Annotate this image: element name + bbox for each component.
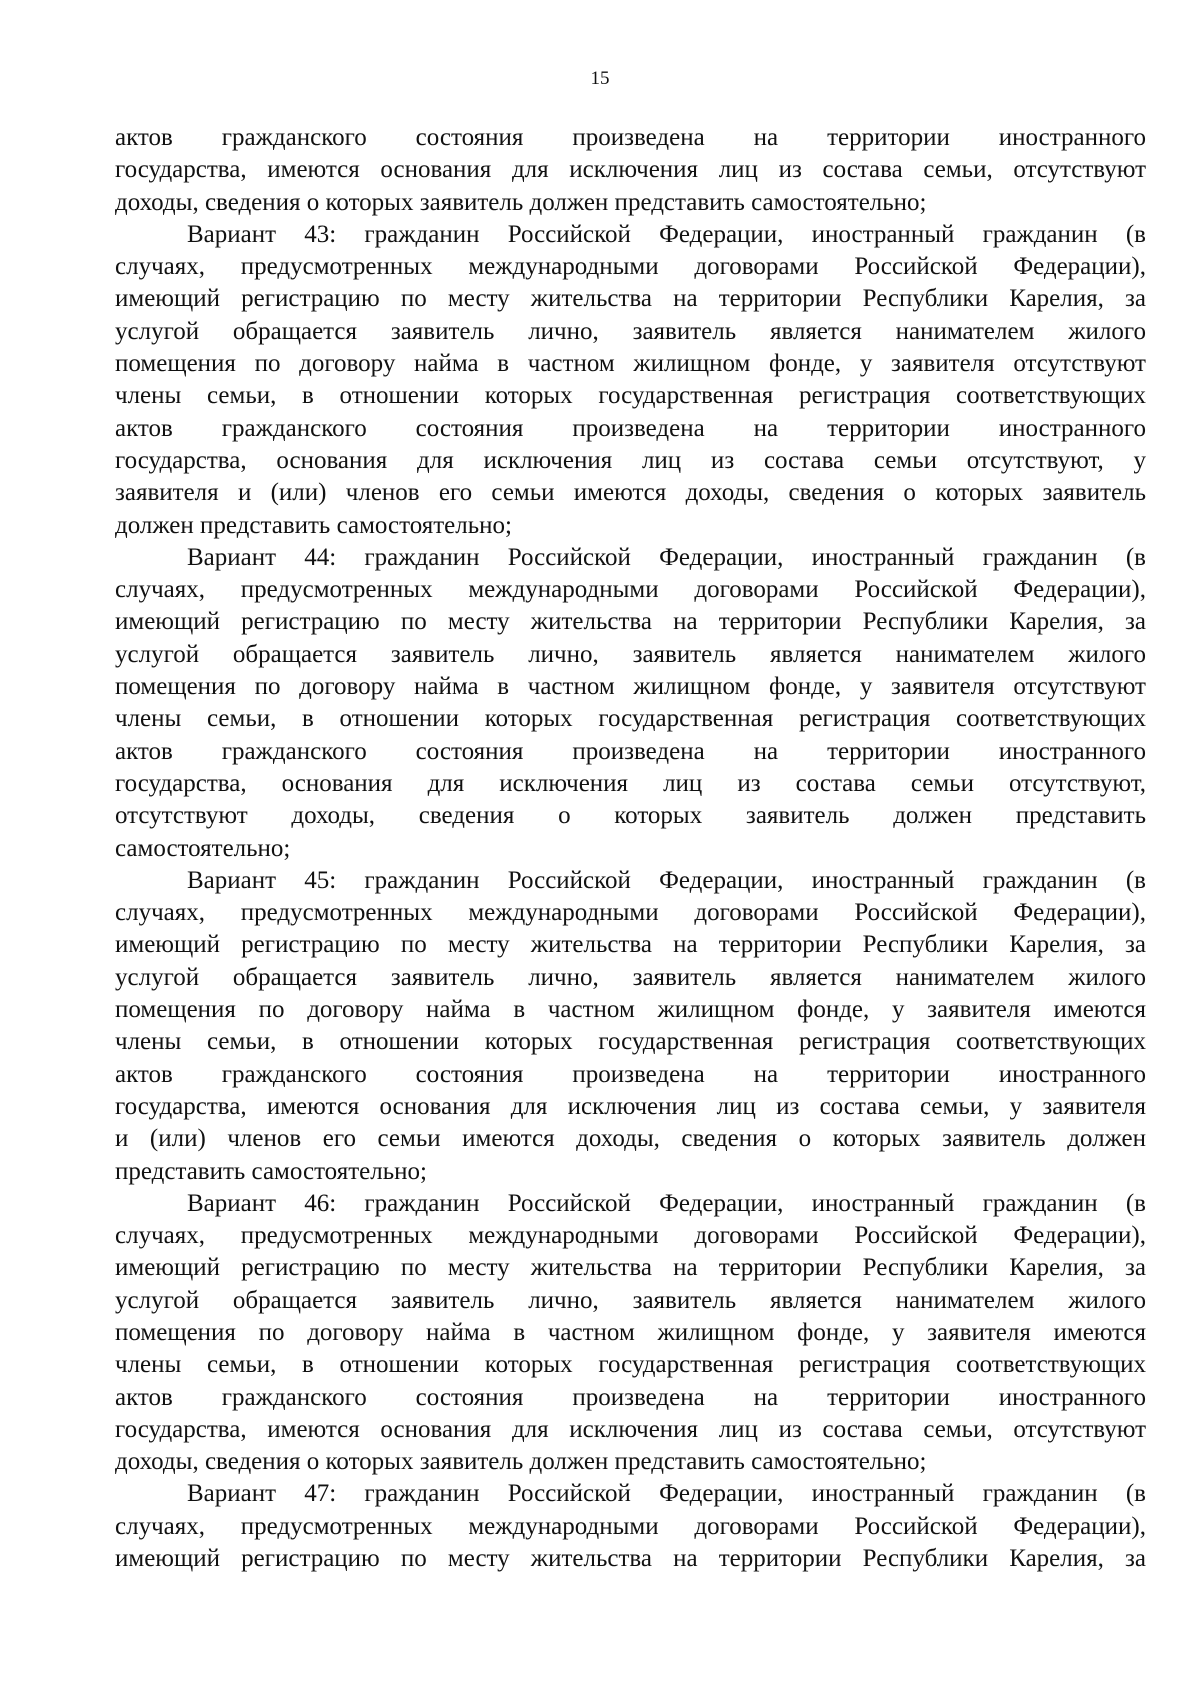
text-line: помещения по договору найма в частном жилищном фонде, у заявителя имеются — [115, 996, 1146, 1024]
text-line: и (или) членов его семьи имеются доходы, сведения о которых заявитель должен — [115, 1125, 1146, 1153]
text-line: доходы, сведения о которых заявитель должен представить самостоятельно; — [115, 188, 927, 216]
text-line: имеющий регистрацию по месту жительства на территории Республики Карелия, за — [115, 1254, 1146, 1282]
paragraph-first-line: Вариант 45: гражданин Российской Федерации, иностранный гражданин (в — [187, 866, 1146, 894]
text-line: помещения по договору найма в частном жилищном фонде, у заявителя отсутствуют — [115, 673, 1146, 701]
text-line: государства, имеются основания для исключения лиц из состава семьи, у заявителя — [115, 1092, 1146, 1120]
text-line: государства, имеются основания для исключения лиц из состава семьи, отсутствуют — [115, 1415, 1146, 1443]
paragraph-first-line: Вариант 46: гражданин Российской Федерации, иностранный гражданин (в — [187, 1189, 1146, 1217]
page-number: 15 — [590, 68, 610, 89]
text-line: члены семьи, в отношении которых государственная регистрация соответствующих — [115, 382, 1146, 410]
text-line: актов гражданского состояния произведена на территории иностранного — [115, 1383, 1146, 1411]
text-line: государства, основания для исключения лиц из состава семьи отсутствуют, — [115, 769, 1146, 797]
text-line: случаях, предусмотренных международными договорами Российской Федерации), — [115, 1222, 1146, 1250]
text-line: заявителя и (или) членов его семьи имеются доходы, сведения о которых заявитель — [115, 479, 1146, 507]
text-line: отсутствуют доходы, сведения о которых заявитель должен представить — [115, 802, 1146, 830]
text-line: случаях, предусмотренных международными договорами Российской Федерации), — [115, 1512, 1146, 1540]
text-line: имеющий регистрацию по месту жительства на территории Республики Карелия, за — [115, 1545, 1146, 1573]
text-line: помещения по договору найма в частном жилищном фонде, у заявителя имеются — [115, 1318, 1146, 1346]
document-body — [115, 122, 1146, 1575]
text-line: случаях, предусмотренных международными договорами Российской Федерации), — [115, 576, 1146, 604]
text-line: доходы, сведения о которых заявитель должен представить самостоятельно; — [115, 1448, 927, 1476]
text-line: случаях, предусмотренных международными договорами Российской Федерации), — [115, 253, 1146, 281]
text-line: государства, имеются основания для исключения лиц из состава семьи, отсутствуют — [115, 156, 1146, 184]
text-line: актов гражданского состояния произведена на территории иностранного — [115, 1060, 1146, 1088]
text-line: государства, основания для исключения лиц из состава семьи отсутствуют, у — [115, 446, 1146, 474]
text-line: имеющий регистрацию по месту жительства на территории Республики Карелия, за — [115, 608, 1146, 636]
text-line: услугой обращается заявитель лично, заявитель является нанимателем жилого — [115, 640, 1146, 668]
text-line: случаях, предусмотренных международными договорами Российской Федерации), — [115, 899, 1146, 927]
text-line: актов гражданского состояния произведена на территории иностранного — [115, 414, 1146, 442]
paragraph-first-line: Вариант 43: гражданин Российской Федерации, иностранный гражданин (в — [187, 220, 1146, 248]
paragraph-first-line: Вариант 47: гражданин Российской Федерации, иностранный гражданин (в — [187, 1480, 1146, 1508]
text-line: представить самостоятельно; — [115, 1157, 427, 1185]
text-line: члены семьи, в отношении которых государственная регистрация соответствующих — [115, 1351, 1146, 1379]
text-line: члены семьи, в отношении которых государственная регистрация соответствующих — [115, 1028, 1146, 1056]
text-line: должен представить самостоятельно; — [115, 511, 512, 539]
text-line: члены семьи, в отношении которых государственная регистрация соответствующих — [115, 705, 1146, 733]
text-line: услугой обращается заявитель лично, заявитель является нанимателем жилого — [115, 963, 1146, 991]
text-line: услугой обращается заявитель лично, заявитель является нанимателем жилого — [115, 1286, 1146, 1314]
text-line: имеющий регистрацию по месту жительства на территории Республики Карелия, за — [115, 931, 1146, 959]
text-line: самостоятельно; — [115, 834, 291, 862]
text-line: актов гражданского состояния произведена на территории иностранного — [115, 737, 1146, 765]
text-line: имеющий регистрацию по месту жительства на территории Республики Карелия, за — [115, 285, 1146, 313]
text-line: помещения по договору найма в частном жилищном фонде, у заявителя отсутствуют — [115, 350, 1146, 378]
paragraph-first-line: Вариант 44: гражданин Российской Федерации, иностранный гражданин (в — [187, 543, 1146, 571]
text-line: актов гражданского состояния произведена на территории иностранного — [115, 124, 1146, 151]
text-line: услугой обращается заявитель лично, заявитель является нанимателем жилого — [115, 317, 1146, 345]
